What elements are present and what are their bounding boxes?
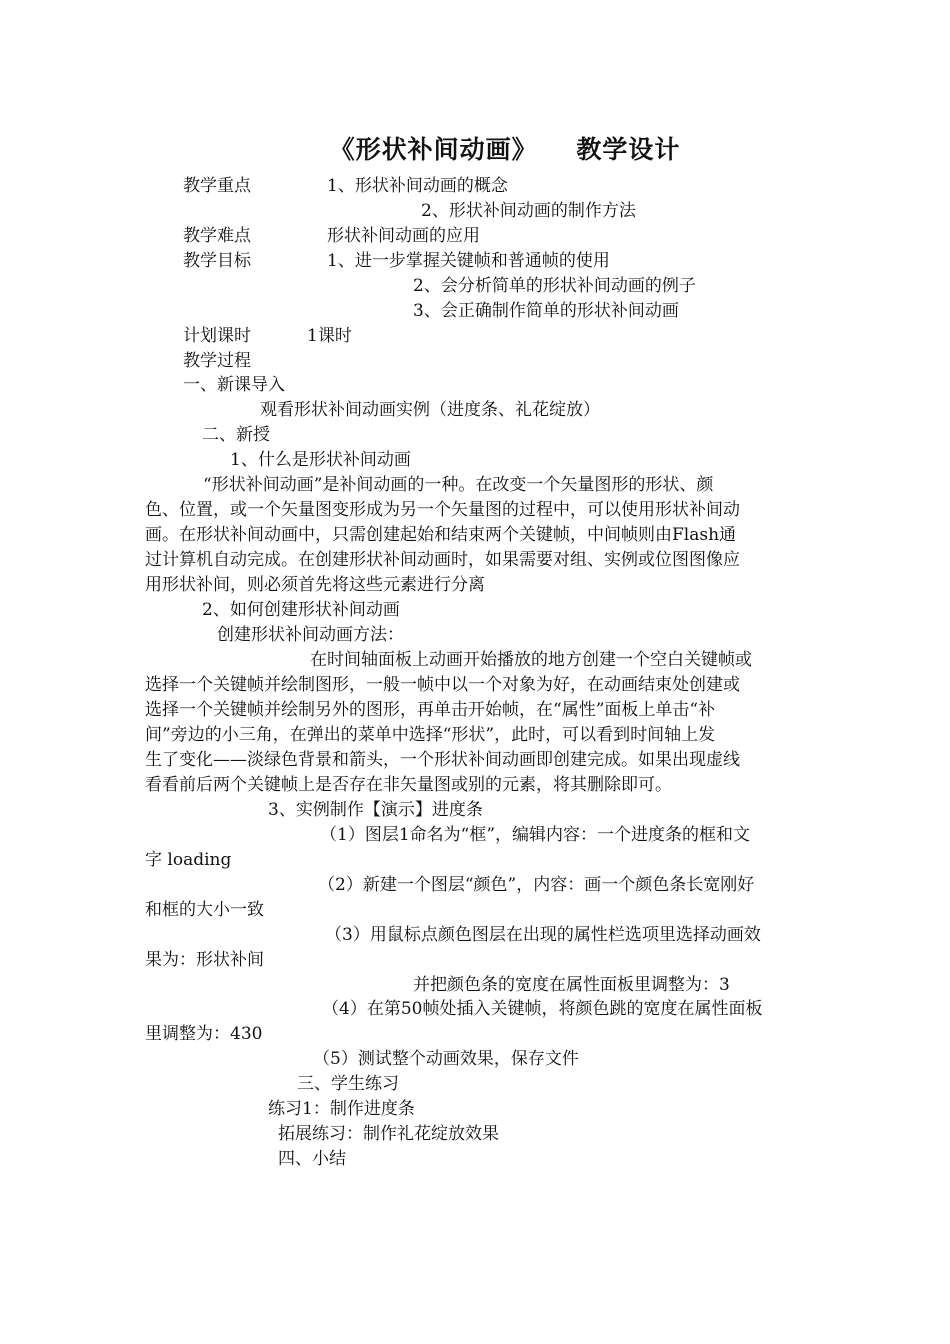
paragraph-2-line-6: 看看前后两个关键帧上是否存在非矢量图或别的元素，将其删除即可。: [145, 775, 672, 795]
section-1-text: 观看形状补间动画实例（进度条、礼花绽放）: [260, 400, 600, 420]
section-4-heading: 四、小结: [278, 1149, 346, 1169]
goal-item-2: 2、会分析简单的形状补间动画的例子: [413, 276, 696, 296]
step-2-line-1: （2）新建一个图层“颜色”，内容：画一个颜色条长宽刚好: [318, 875, 755, 895]
difficulty-label: 教学难点: [183, 226, 251, 246]
focus-item-1: 1、形状补间动画的概念: [327, 176, 508, 196]
step-5: （5）测试整个动画效果，保存文件: [313, 1049, 579, 1069]
step-3-line-2: 果为：形状补间: [145, 950, 264, 970]
step-1-line-2: 字 loading: [145, 850, 232, 870]
paragraph-1-line-1: “形状补间动画”是补间动画的一种。在改变一个矢量图形的形状、颜: [203, 475, 714, 495]
paragraph-2-line-1: 在时间轴面板上动画开始播放的地方创建一个空白关键帧或: [310, 650, 752, 670]
paragraph-2-line-2: 选择一个关键帧并绘制图形，一般一帧中以一个对象为好，在动画结束处创建或: [145, 675, 740, 695]
paragraph-1-line-4: 过计算机自动完成。在创建形状补间动画时，如果需要对组、实例或位图图像应: [145, 550, 740, 570]
paragraph-2-line-5: 生了变化——淡绿色背景和箭头，一个形状补间动画即创建完成。如果出现虚线: [145, 750, 740, 770]
paragraph-1-line-3: 画。在形状补间动画中，只需创建起始和结束两个关键帧，中间帧则由Flash通: [145, 525, 737, 545]
document-title: 《形状补间动画》 教学设计: [329, 135, 681, 164]
focus-label: 教学重点: [183, 176, 251, 196]
method-label: 创建形状补间动画方法：: [217, 625, 404, 645]
goal-item-3: 3、会正确制作简单的形状补间动画: [413, 301, 679, 321]
difficulty-item: 形状补间动画的应用: [327, 226, 480, 246]
step-4-line-1: （4）在第50帧处插入关键帧，将颜色跳的宽度在属性面板: [322, 999, 763, 1019]
step-3-line-1: （3）用鼠标点颜色图层在出现的属性栏选项里选择动画效: [325, 925, 761, 945]
paragraph-2-line-3: 选择一个关键帧并绘制另外的图形，再单击开始帧，在“属性”面板上单击“补: [145, 700, 716, 720]
question-2: 2、如何创建形状补间动画: [202, 600, 400, 620]
section-2-heading: 二、新授: [202, 425, 270, 445]
exercise-1: 练习1：制作进度条: [268, 1099, 415, 1119]
goal-label: 教学目标: [183, 251, 251, 271]
exercise-2: 拓展练习：制作礼花绽放效果: [278, 1124, 499, 1144]
hours-value: 1课时: [307, 326, 352, 346]
step-4-line-2: 里调整为：430: [145, 1024, 263, 1044]
step-2-line-2: 和框的大小一致: [145, 900, 264, 920]
section-1-heading: 一、新课导入: [183, 375, 285, 395]
paragraph-1-line-2: 色、位置，或一个矢量图变形成为另一个矢量图的过程中，可以使用形状补间动: [145, 500, 740, 520]
paragraph-2-line-4: 间”旁边的小三角，在弹出的菜单中选择“形状”，此时，可以看到时间轴上发: [145, 725, 716, 745]
focus-item-2: 2、形状补间动画的制作方法: [421, 201, 636, 221]
step-3-line-3: 并把颜色条的宽度在属性面板里调整为：3: [413, 975, 730, 995]
process-label: 教学过程: [183, 351, 251, 371]
goal-item-1: 1、进一步掌握关键帧和普通帧的使用: [327, 251, 610, 271]
question-3: 3、实例制作【演示】进度条: [268, 800, 483, 820]
question-1: 1、什么是形状补间动画: [230, 450, 411, 470]
step-1-line-1: （1）图层1命名为“框”，编辑内容：一个进度条的框和文: [320, 825, 751, 845]
hours-label: 计划课时: [183, 326, 251, 346]
paragraph-1-line-5: 用形状补间，则必须首先将这些元素进行分离: [145, 575, 485, 595]
section-3-heading: 三、学生练习: [297, 1074, 399, 1094]
